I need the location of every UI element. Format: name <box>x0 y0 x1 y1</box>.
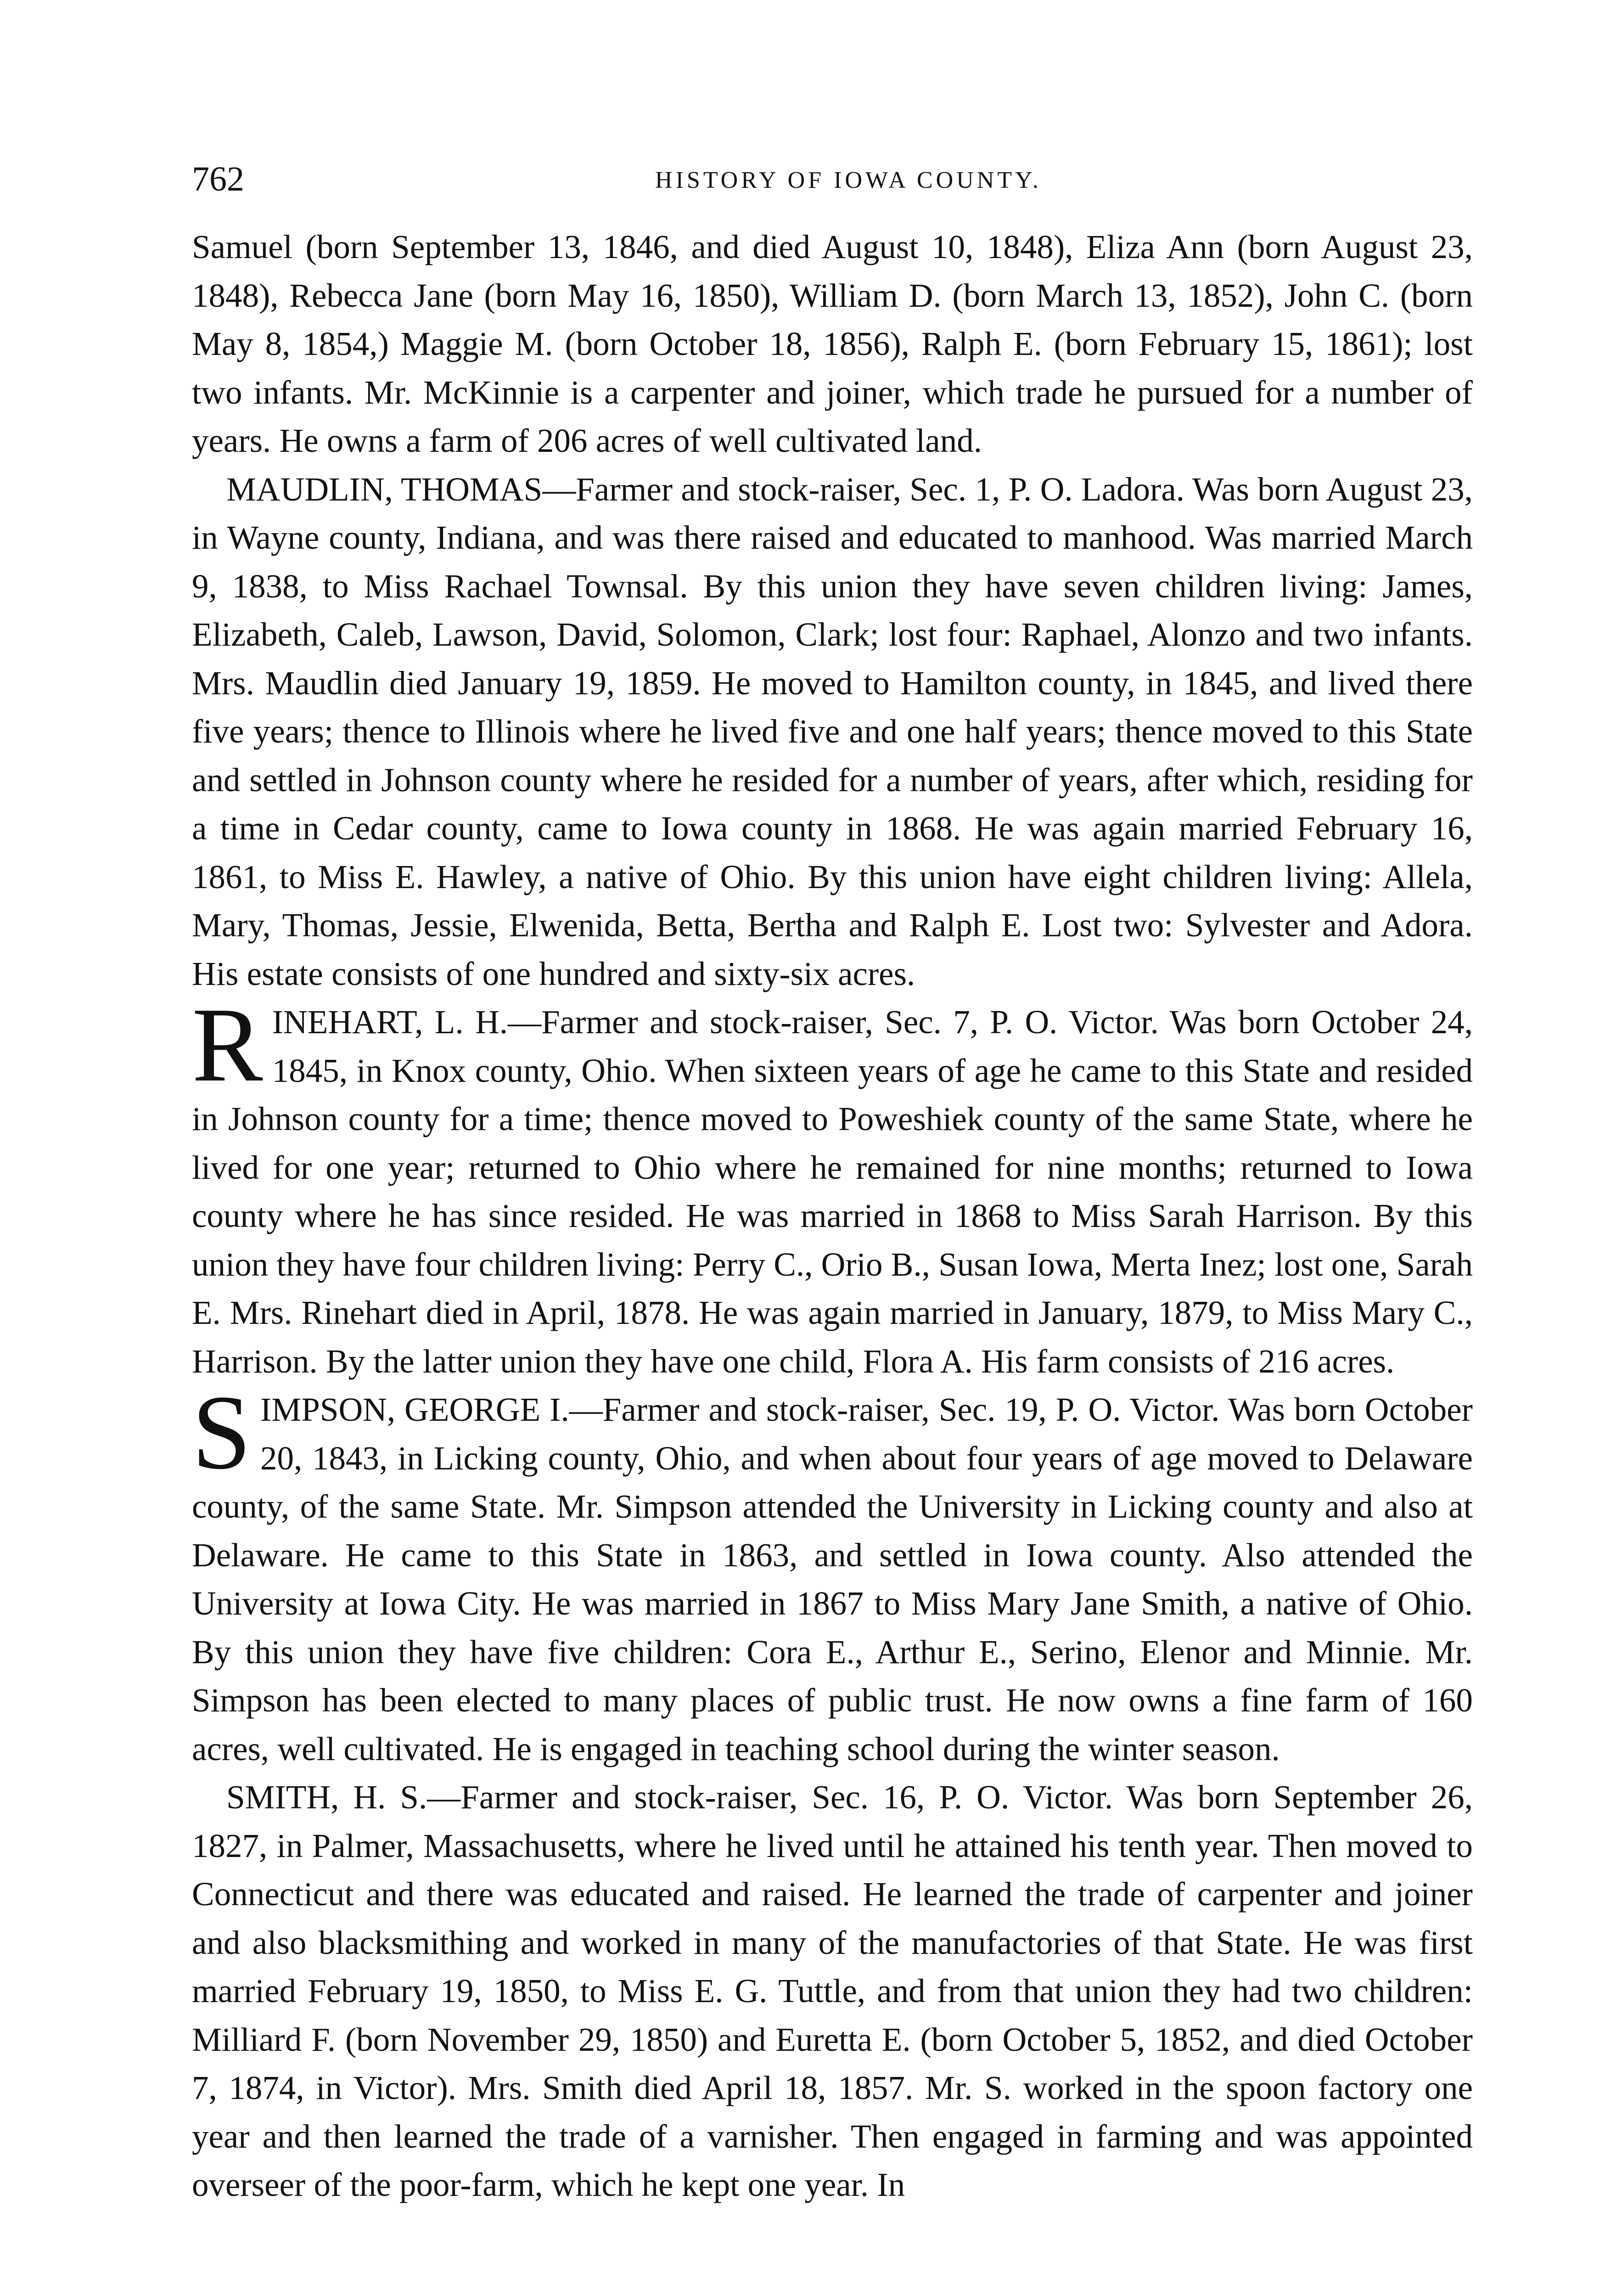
paragraph-smith: SMITH, H. S.—Farmer and stock-raiser, Sec. 16, P. O. Victor. Was born September 26, 1827, in Palmer, Massachusetts, where he lived until he attained his tenth year. Then moved to Connecticut and there was educated and raised. He learned the trade of carpenter and joiner and also blacksmithing and worked in many of the manufactories of that State. He was first married February 19, 1850, to Miss E. G. Tuttle, and from that union they had two children: Milliard F. (born November 29, 1850) and Euretta E. (born October 5, 1852, and died October 7, 1874, in Victor). Mrs. Smith died April 18, 1857. Mr. S. worked in the spoon factory one year and then learned the trade of a varnisher. Then engaged in farming and was appointed overseer of the poor-farm, which he kept one year. In <box>192 1778 1473 2203</box>
body-text <box>192 223 1473 2209</box>
page-header <box>192 156 1505 207</box>
paragraph-mckinnie-continuation: Samuel (born September 13, 1846, and died August 10, 1848), Eliza Ann (born August 23, 1848), Rebecca Jane (born May 16, 1850), William D. (born March 13, 1852), John C. (born May 8, 1854,) Maggie M. (born October 18, 1856), Ralph E. (born February 15, 1861); lost two infants. Mr. McKinnie is a carpenter and joiner, which trade he pursued for a number of years. He owns a farm of 206 acres of well cultivated land. <box>192 228 1473 459</box>
page-number: 762 <box>192 160 244 198</box>
paragraph-maudlin: MAUDLIN, THOMAS—Farmer and stock-raiser, Sec. 1, P. O. Ladora. Was born August 23, in Wayne county, Indiana, and was there raised and educated to manhood. Was married March 9, 1838, to Miss Rachael Townsal. By this union they have seven children living: James, Elizabeth, Caleb, Lawson, David, Solomon, Clark; lost four: Raphael, Alonzo and two infants. Mrs. Maudlin died January 19, 1859. He moved to Hamilton county, in 1845, and lived there five years; thence to Illinois where he lived five and one half years; thence moved to this State and settled in Johnson county where he resided for a number of years, after which, residing for a time in Cedar county, came to Iowa county in 1868. He was again married February 16, 1861, to Miss E. Hawley, a native of Ohio. By this union have eight children living: Allela, Mary, Thomas, Jessie, Elwenida, Betta, Bertha and Ralph E. Lost two: Sylvester and Adora. His estate consists of one hundred and sixty-six acres. <box>192 470 1473 992</box>
paragraph-simpson: SIMPSON, GEORGE I.—Farmer and stock-raiser, Sec. 19, P. O. Victor. Was born October 20, 1843, in Licking county, Ohio, and when about four years of age moved to Delaware county, of the same State. Mr. Simpson attended the University in Licking county and also at Delaware. He came to this State in 1863, and settled in Iowa county. Also attended the University at Iowa City. He was married in 1867 to Miss Mary Jane Smith, a native of Ohio. By this union they have five children: Cora E., Arthur E., Serino, Elenor and Minnie. Mr. Simpson has been elected to many places of public trust. He now owns a fine farm of 160 acres, well cultivated. He is engaged in teaching school during the winter season. <box>192 1373 1473 1767</box>
running-head: HISTORY OF IOWA COUNTY. <box>655 167 1042 193</box>
paragraph-rinehart: RINEHART, L. H.—Farmer and stock-raiser, Sec. 7, P. O. Victor. Was born October 24, 1845, in Knox county, Ohio. When sixteen years of age he came to this State and resided in Johnson county for a time; thence moved to Poweshiek county of the same State, where he lived for one year; returned to Ohio where he remained for nine months; returned to Iowa county where he has since resided. He was married in 1868 to Miss Sarah Harrison. By this union they have four children living: Perry C., Orio B., Susan Iowa, Merta Inez; lost one, Sarah E. Mrs. Rinehart died in April, 1878. He was again married in January, 1879, to Miss Mary C., Harrison. By the latter union they have one child, Flora A. His farm consists of 216 acres. <box>192 986 1473 1380</box>
